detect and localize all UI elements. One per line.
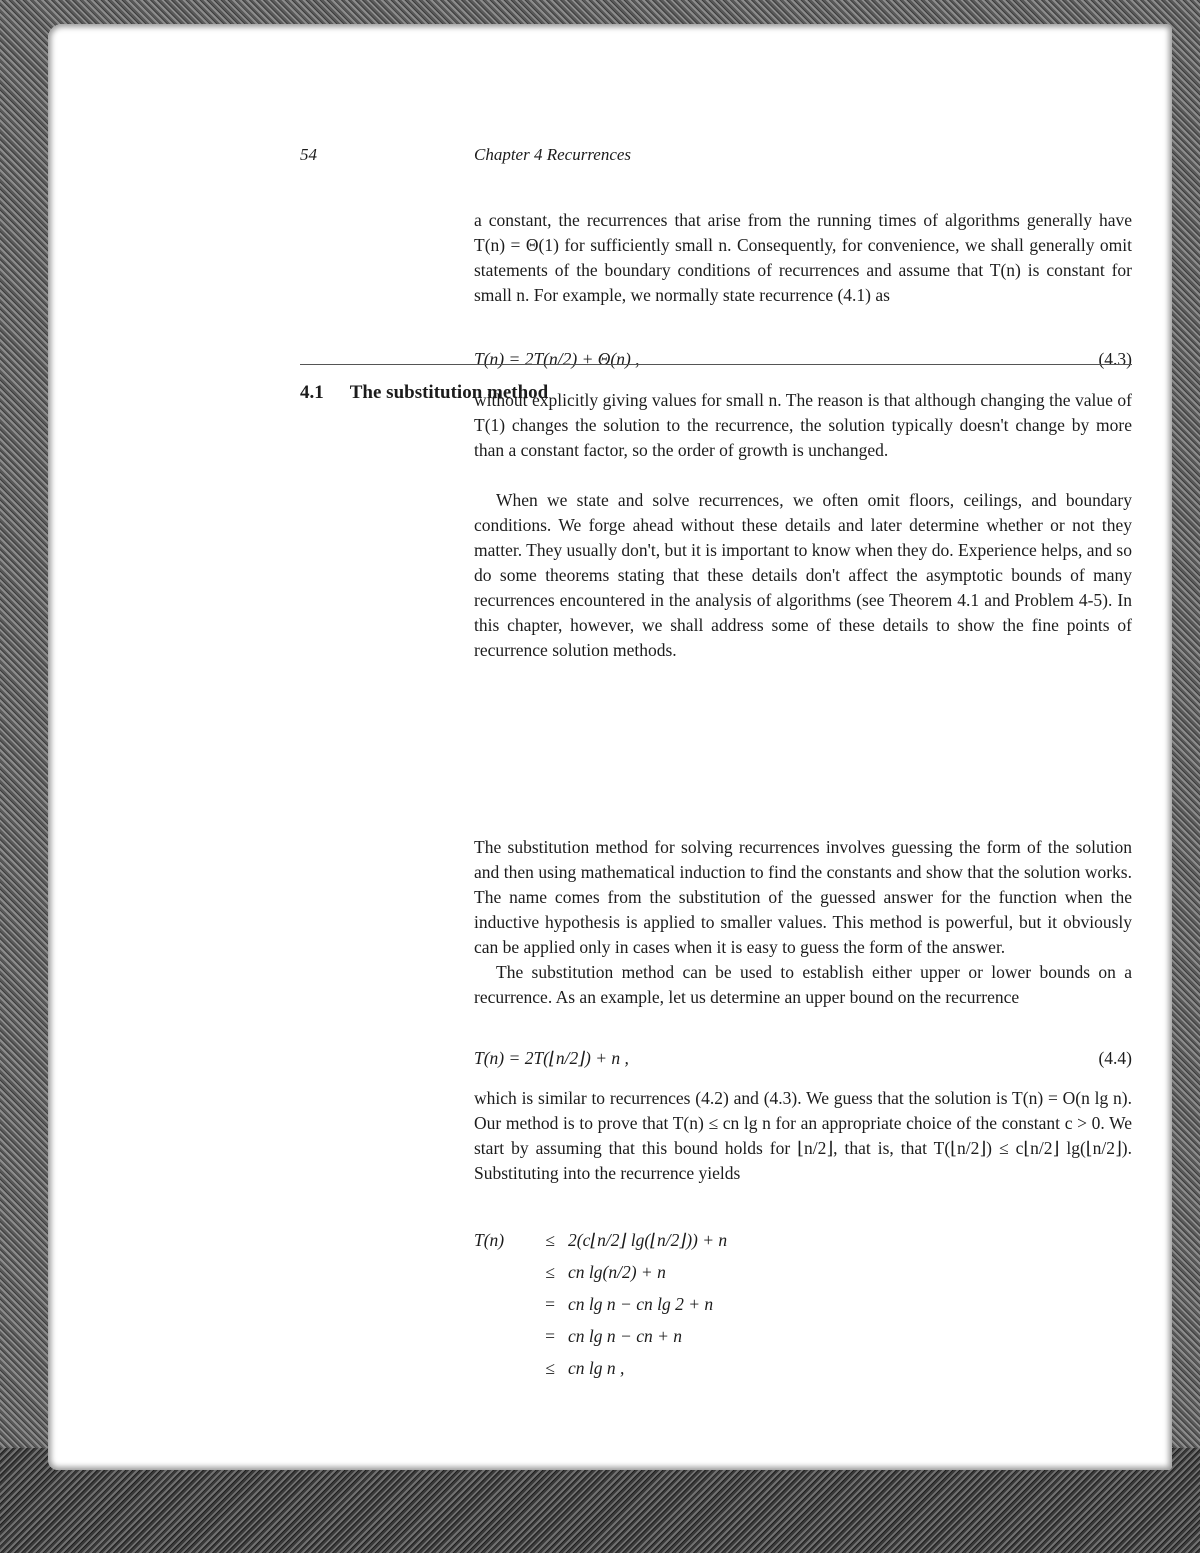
derivation-lhs bbox=[474, 1288, 532, 1320]
section-title: The substitution method bbox=[349, 382, 549, 403]
paragraph-after-4-3 bbox=[474, 388, 1132, 463]
equation-expression: T(n) = 2T(n/2) + Θ(n) , bbox=[474, 349, 640, 369]
paragraph-text: When we state and solve recurrences, we often omit floors, ceilings, and boundary conditions. We forge ahead without these details and later determine whether or not they matter. They usually don't, but it is important to know when they do. Experience helps, and so do some theorems stating that these details don't affect the asymptotic bounds of many recurrences encountered in the analysis of algorithms (see Theorem 4.1 and Problem 4-5). In this chapter, however, we shall address some of these details to show the fine points of recurrence solution methods. bbox=[474, 490, 1132, 660]
paragraph-text: The substitution method for solving recurrences involves guessing the form of the solution and then using mathematical induction to find the constants and show that the solution works. The name comes from the substitution of the guessed answer for the function when the inductive hypothesis is applied to smaller values. This method is powerful, but it obviously can be applied only in cases when it is easy to guess the form of the answer. bbox=[474, 837, 1132, 957]
intro-paragraph bbox=[474, 208, 1132, 308]
equation-4-4 bbox=[474, 1046, 1132, 1071]
paragraph-floors bbox=[474, 488, 1132, 663]
running-head: Chapter 4 Recurrences bbox=[474, 145, 632, 164]
derivation-lhs bbox=[474, 1256, 532, 1288]
derivation-row bbox=[474, 1256, 727, 1288]
paragraph-substitution-2 bbox=[474, 960, 1132, 1010]
derivation-lhs: T(n) bbox=[474, 1230, 505, 1250]
derivation-lhs bbox=[474, 1320, 532, 1352]
derivation-row bbox=[474, 1320, 727, 1352]
page-number: 54 bbox=[300, 145, 317, 164]
section-heading bbox=[300, 382, 548, 404]
paragraph-after-4-4 bbox=[474, 1086, 1132, 1186]
derivation-block bbox=[474, 1224, 727, 1384]
derivation-rhs: cn lg n , bbox=[568, 1358, 625, 1378]
paragraph-text: which is similar to recurrences (4.2) and (4.3). We guess that the solution is T(n) = O(n lg n). Our method is to prove that T(n) ≤ cn lg n for an appropriate choice of the constant c > 0. We start by assuming that this bound holds for ⌊n/2⌋, that is, that T(⌊n/2⌋) ≤ c⌊n/2⌋ lg(⌊n/2⌋). Substituting into the recurrence yields bbox=[474, 1088, 1132, 1183]
derivation-relation: ≤ bbox=[545, 1230, 555, 1250]
derivation-rhs: cn lg n − cn + n bbox=[568, 1326, 683, 1346]
section-number: 4.1 bbox=[300, 382, 324, 403]
equation-expression: T(n) = 2T(⌊n/2⌋) + n , bbox=[474, 1048, 629, 1068]
derivation-relation: ≤ bbox=[545, 1262, 555, 1282]
equation-4-3 bbox=[474, 347, 1132, 372]
paragraph-text: without explicitly giving values for small n. The reason is that although changing the value of T(1) changes the solution to the recurrence, the solution typically doesn't change by more than a constant factor, so the order of growth is unchanged. bbox=[474, 390, 1132, 460]
equation-label: (4.4) bbox=[1098, 1048, 1132, 1068]
paragraph-text: The substitution method can be used to establish either upper or lower bounds on a recurrence. As an example, let us determine an upper bound on the recurrence bbox=[474, 962, 1132, 1007]
derivation-row bbox=[474, 1352, 727, 1384]
derivation-rhs: cn lg(n/2) + n bbox=[568, 1262, 666, 1282]
paragraph-text: a constant, the recurrences that arise from the running times of algorithms generally have T(n) = Θ(1) for sufficiently small n. Consequently, for convenience, we shall generally omit statements of the boundary conditions of recurrences and assume that T(n) is constant for small n. For example, we normally state recurrence (4.1) as bbox=[474, 210, 1132, 305]
paragraph-substitution-1 bbox=[474, 835, 1132, 960]
equation-label: (4.3) bbox=[1098, 349, 1132, 369]
derivation-relation: = bbox=[545, 1326, 555, 1346]
section-rule bbox=[300, 364, 1132, 365]
derivation-row bbox=[474, 1224, 727, 1256]
derivation-relation: ≤ bbox=[545, 1358, 555, 1378]
derivation-lhs bbox=[474, 1352, 532, 1384]
derivation-relation: = bbox=[545, 1294, 555, 1314]
derivation-rhs: 2(c⌊n/2⌋ lg(⌊n/2⌋)) + n bbox=[568, 1230, 728, 1250]
derivation-row bbox=[474, 1288, 727, 1320]
derivation-rhs: cn lg n − cn lg 2 + n bbox=[568, 1294, 714, 1314]
